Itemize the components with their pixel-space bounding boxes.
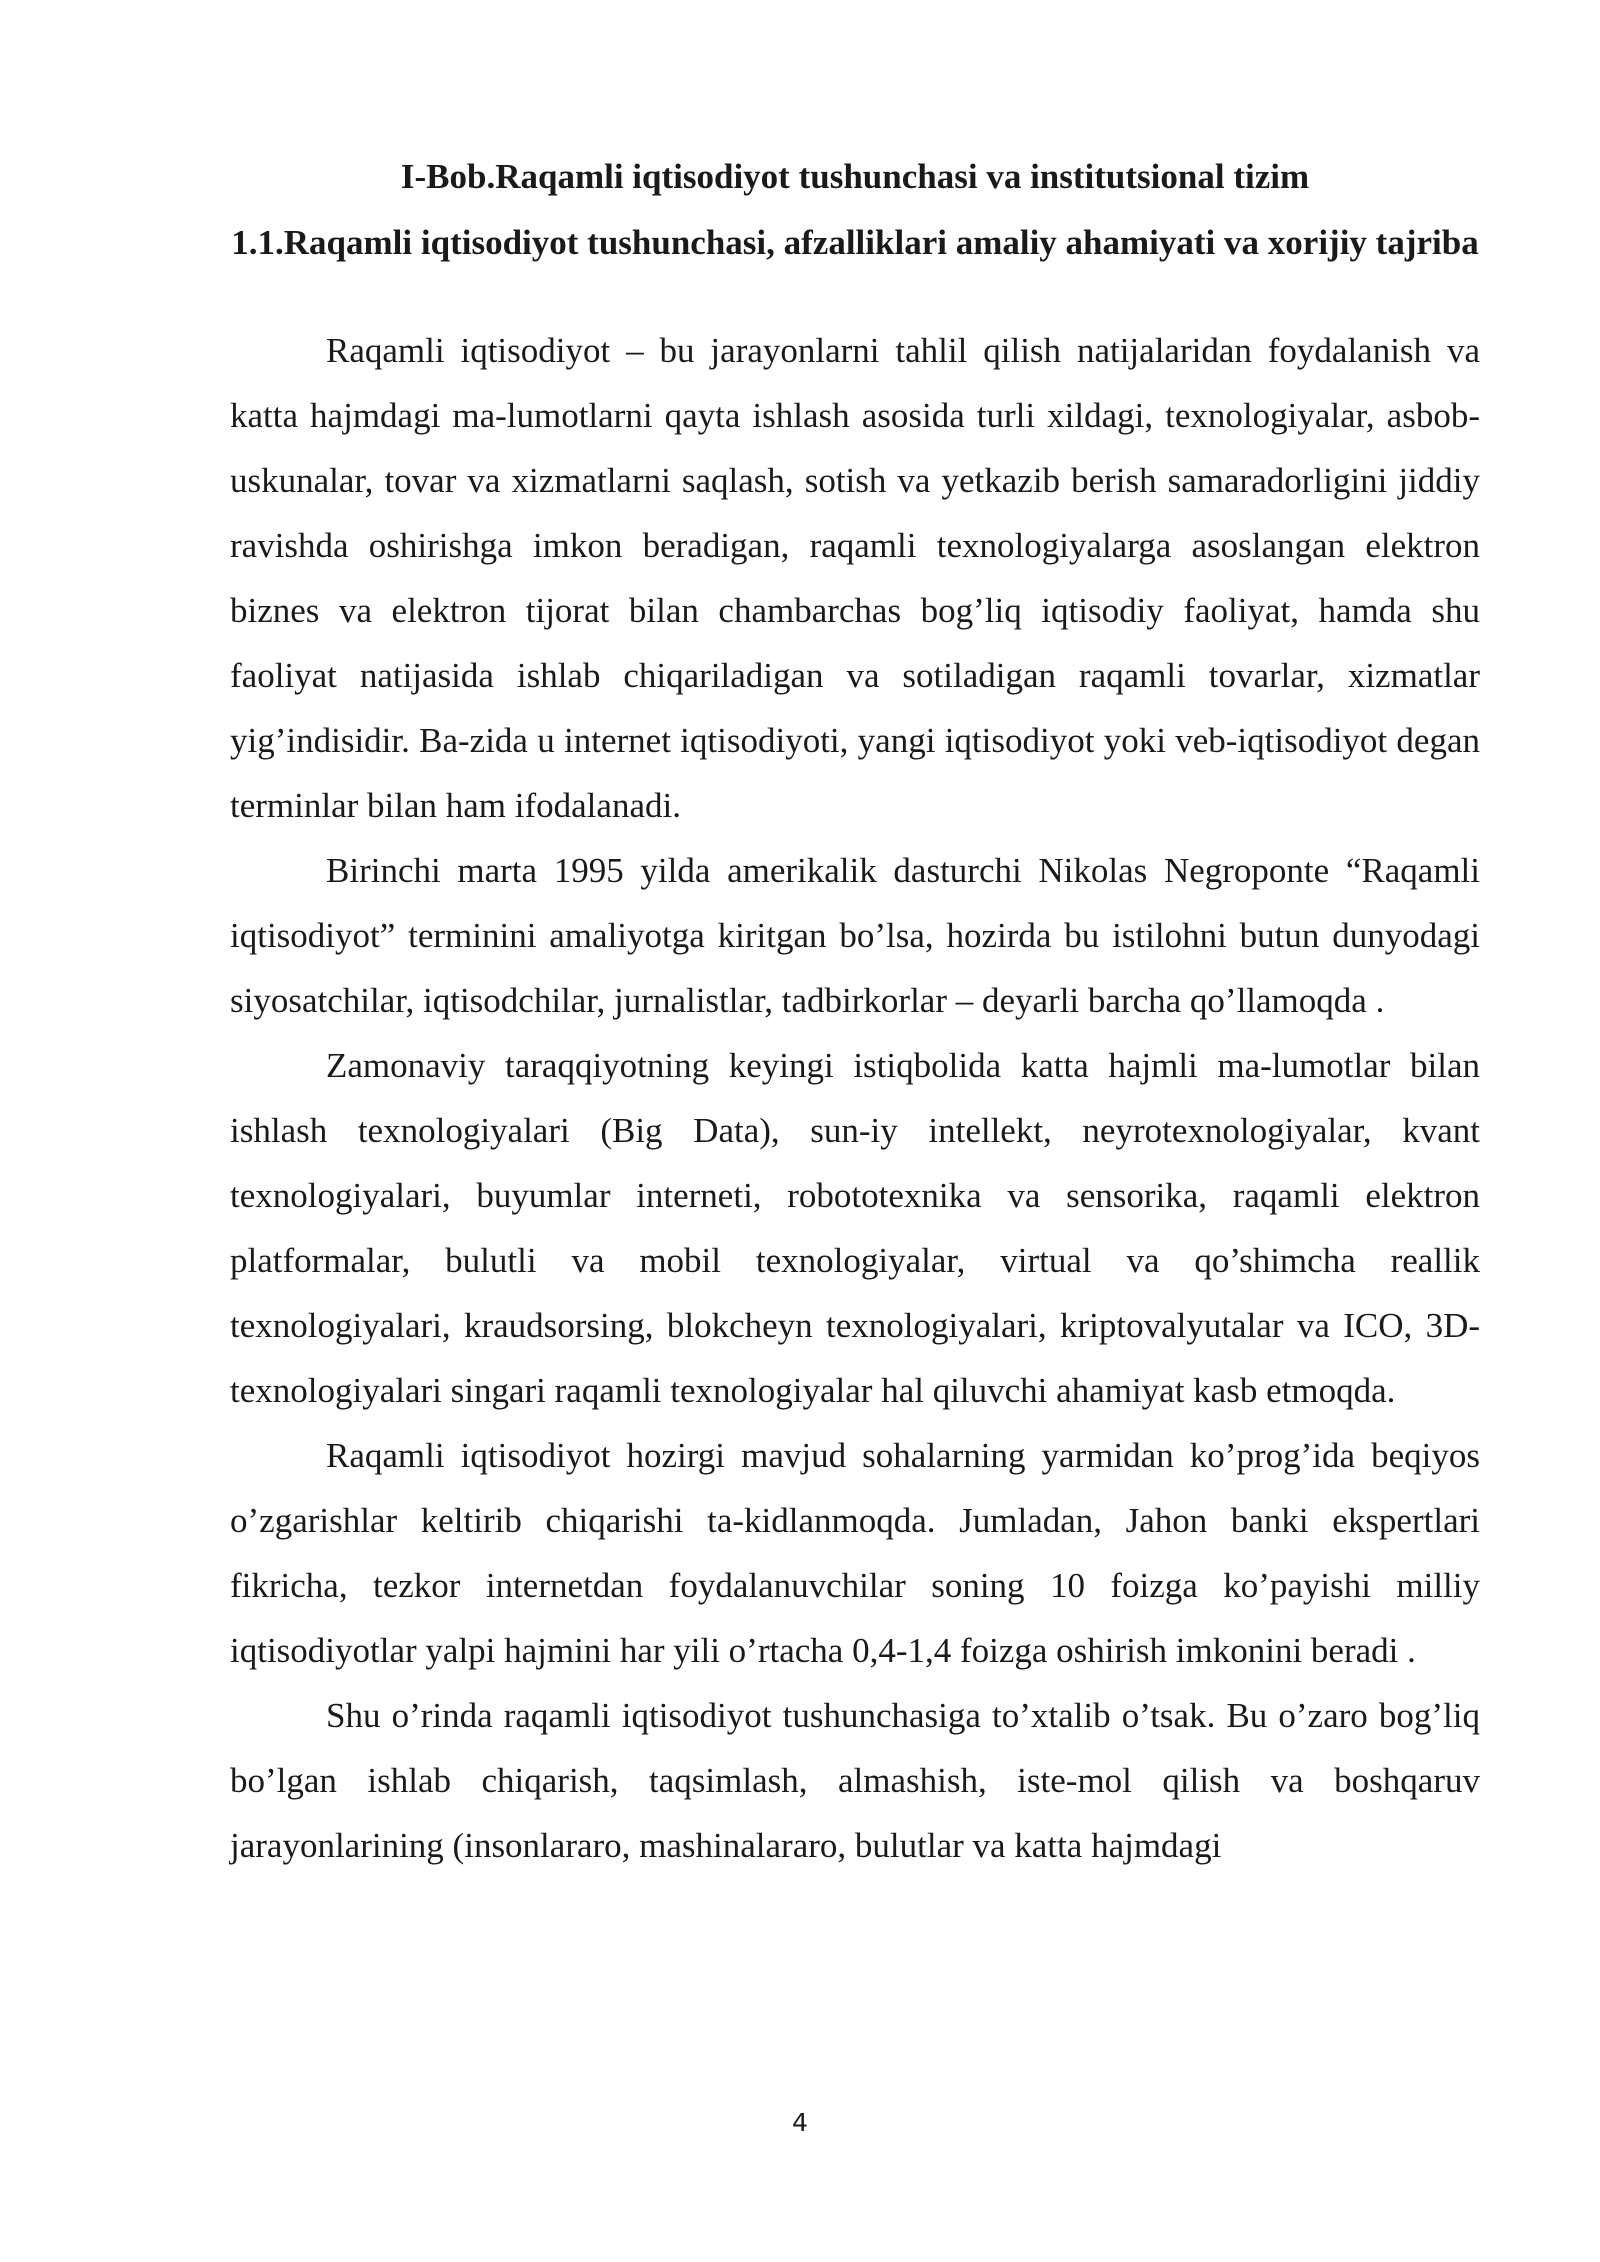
paragraph: Zamonaviy taraqqiyotning keyingi istiqbolida katta hajmli ma-lumotlar bilan ishlash texnologiyalari (Big Data), sun-iy intellekt, neyrotexnologiyalar, kvant texnologiyalari, buyumlar interneti, robototexnika va sensorika, raqamli elektron platformalar, bulutli va mobil texnologiyalar, virtual va qo’shimcha reallik texnologiyalari, kraudsorsing, blokcheyn texnologiyalari, kriptovalyutalar va ICO, 3D- texnologiyalari singari raqamli texnologiyalar hal qiluvchi ahamiyat kasb etmoqda. — [230, 1046, 1480, 1410]
body-text — [230, 318, 1480, 1878]
paragraph: Birinchi marta 1995 yilda amerikalik dasturchi Nikolas Negroponte “Raqamli iqtisodiyot” terminini amaliyotga kiritgan bo’lsa, hozirda bu istilohni butun dunyodagi siyosatchilar, iqtisodchilar, jurnalistlar, tadbirkorlar – deyarli barcha qo’llamoqda . — [230, 851, 1480, 1020]
chapter-title: I-Bob.Raqamli iqtisodiyot tushunchasi va institutsional tizim — [400, 157, 1310, 196]
page-number: 4 — [792, 2108, 808, 2137]
paragraph: Shu o’rinda raqamli iqtisodiyot tushunchasiga to’xtalib o’tsak. Bu o’zaro bog’liq bo’lgan ishlab chiqarish, taqsimlash, almashish, iste-mol qilish va boshqaruv jarayonlarining (insonlararo, mashinalararo, bulutlar va katta hajmdagi — [230, 1696, 1480, 1865]
section-title: 1.1.Raqamli iqtisodiyot tushunchasi, afzalliklari amaliy ahamiyati va xorijiy tajriba — [231, 223, 1479, 262]
paragraph: Raqamli iqtisodiyot – bu jarayonlarni tahlil qilish natijalaridan foydalanish va katta hajmdagi ma-lumotlarni qayta ishlash asosida turli xildagi, texnologiyalar, asbob-uskunalar, tovar va xizmatlarni saqlash, sotish va yetkazib berish samaradorligini jiddiy ravishda oshirishga imkon beradigan, raqamli texnologiyalarga asoslangan elektron biznes va elektron tijorat bilan chambarchas bog’liq iqtisodiy faoliyat, hamda shu faoliyat natijasida ishlab chiqariladigan va sotiladigan raqamli tovarlar, xizmatlar yig’indisidir. Ba-zida u internet iqtisodiyoti, yangi iqtisodiyot yoki veb-iqtisodiyot degan terminlar bilan ham ifodalanadi. — [230, 331, 1480, 825]
paragraph: Raqamli iqtisodiyot hozirgi mavjud sohalarning yarmidan ko’prog’ida beqiyos o’zgarishlar keltirib chiqarishi ta-kidlanmoqda. Jumladan, Jahon banki ekspertlari fikricha, tezkor internetdan foydalanuvchilar soning 10 foizga ko’payishi milliy iqtisodiyotlar yalpi hajmini har yili o’rtacha 0,4-1,4 foizga oshirish imkonini beradi . — [230, 1436, 1480, 1670]
